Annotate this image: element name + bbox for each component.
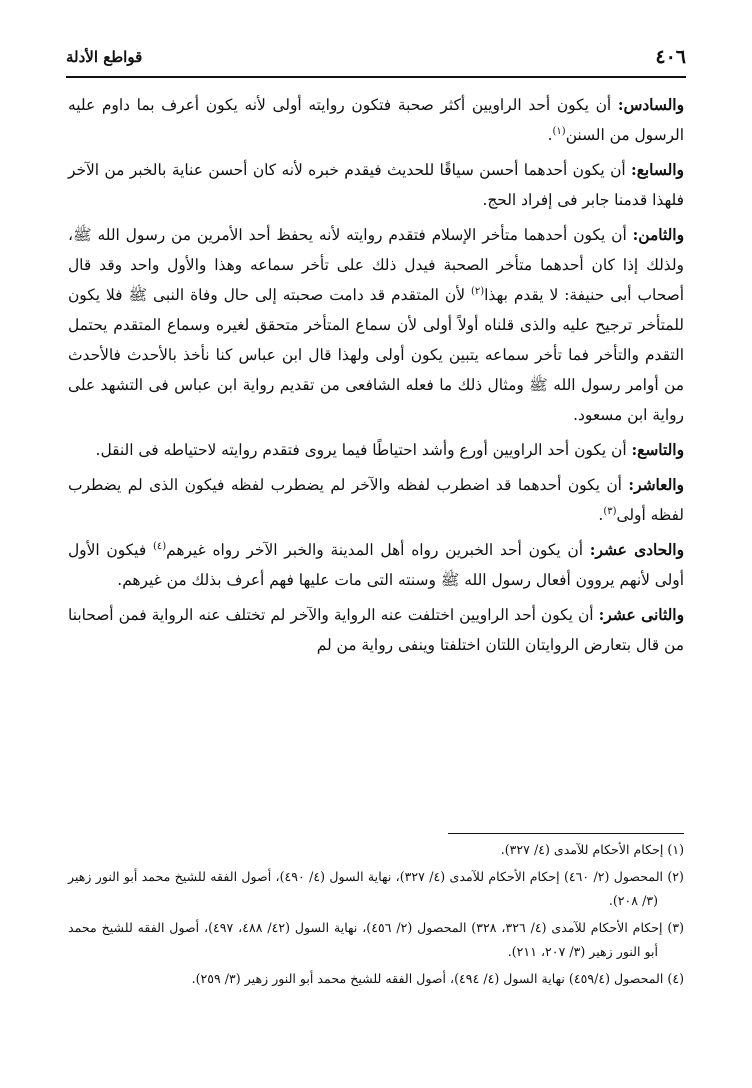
footnote-4: (٤) المحصول (٤٥٩/٤) نهاية السول (٤/ ٤٩٤)، أصول الفقه للشيخ محمد أبو النور زهير (٣/ ٢٥٩). [191,970,684,986]
footnote-divider [448,833,684,834]
paragraph-text: أن يكون أحد الراويين اختلفت عنه الرواية والآخر لم تختلف عنه الرواية فمن أصحابنا من قال بتعارض الروايتان اللتان اختلفتا وينفى رواية من لم [68,606,684,654]
paragraph-text: أن يكون أحدهما أحسن سياقًا للحديث فيقدم خبره لأنه كان أحسن عناية بالخبر من الآخر فلهذا قدمنا جابر فى إفراد الحج. [68,161,684,209]
paragraph-tail: . [598,506,604,524]
paragraph-heading: والسابع: [631,161,684,179]
paragraph-tail: فيكون الأول أولى لأنهم يروون أفعال رسول الله ﷺ وسنته التى مات عليها فهم أعرف بذلك من غيرهم. [68,541,684,589]
main-text [68,90,684,665]
paragraph-heading: والتاسع: [631,441,684,459]
paragraph-heading: والثانى عشر: [598,606,685,624]
footnote-3: (٣) إحكام الأحكام للآمدى (٤/ ٣٢٦، ٣٢٨) المحصول (٢/ ٤٥٦)، نهاية السول (٤٢/ ٤٨٨، ٤٩٧)، أصول الفقه للشيخ محمد أبو النور زهير (٣/ ٢٠٧، ٢١١). [68,919,684,959]
paragraph-text: أن يكون أحدهما متأخر الإسلام فتقدم روايته لأنه يحفظ أحد الأمرين من رسول الله ﷺ، ولذلك إذا كان أحدهما متأخر الصحبة فيدل ذلك على تأخر سماعه وهذا والأول واحد وقد قال أصحاب أبى حنيفة: لا يقدم بهذا [68,226,684,304]
paragraph-text: أن يكون أحد الراويين أورع وأشد احتياطًا فيما يروى فتقدم روايته لاحتياطه فى النقل. [95,441,632,459]
paragraph-text: أن يكون أحدهما قد اضطرب لفظه والآخر لم يضطرب لفظه فيكون الذى لم يضطرب لفظه أولى [68,476,684,524]
paragraph-seventh [68,155,684,215]
paragraph-tenth [68,470,684,530]
footnote-ref: (٢) [470,285,485,297]
header-divider [66,76,686,78]
paragraph-heading: والعاشر: [628,476,684,494]
footnote-1: (١) إحكام الأحكام للآمدى (٤/ ٣٢٧). [500,842,684,857]
page-header [66,44,686,78]
paragraph-sixth [68,90,684,150]
paragraph-tail: لأن المتقدم قد دامت صحبته إلى حال وفاة النبى ﷺ فلا يكون للمتأخر ترجيح عليه والذى قلناه أولاً أولى لأن سماع المتأخر متحقق لغيره وسماع المتقدم يحتمل التقدم والتأخر فما تأخر سماعه يتبين يكون أولى ولهذا قال ابن عباس كنا نأخذ بالأحدث فالأحدث من أوامر رسول الله ﷺ ومثال ذلك ما فعله الشافعى من تقديم رواية ابن عباس فى التشهد على رواية ابن مسعود. [68,286,684,424]
footnote-ref: (١) [552,125,566,137]
footnote-ref: (٤) [152,540,167,552]
footnote-ref: (٣) [603,505,617,517]
footnote-2: (٢) المحصول (٢/ ٤٦٠) إحكام الأحكام للآمدى (٤/ ٣٢٧)، نهاية السول (٤/ ٤٩٠)، أصول الفقه للشيخ محمد أبو النور زهير (٣/ ٢٠٨). [68,868,684,908]
page-number: ٤٠٦ [655,46,686,68]
footnotes [68,838,684,993]
paragraph-heading: والسادس: [617,96,684,114]
running-title: قواطع الأدلة [66,48,143,66]
paragraph-heading: والثامن: [632,226,684,244]
paragraph-heading: والحادى عشر: [589,541,685,559]
paragraph-text: أن يكون أحد الخبرين رواه أهل المدينة والخبر الآخر رواه غيرهم [166,541,590,559]
paragraph-text: أن يكون أحد الراويين أكثر صحبة فتكون روايته أولى لأنه يكون أعرف بما داوم عليه الرسول من السنن [68,96,684,144]
paragraph-tail: . [547,126,553,144]
paragraph-eleventh [68,535,684,595]
paragraph-twelfth [68,600,684,660]
paragraph-ninth [68,435,684,465]
paragraph-eighth [68,220,684,430]
